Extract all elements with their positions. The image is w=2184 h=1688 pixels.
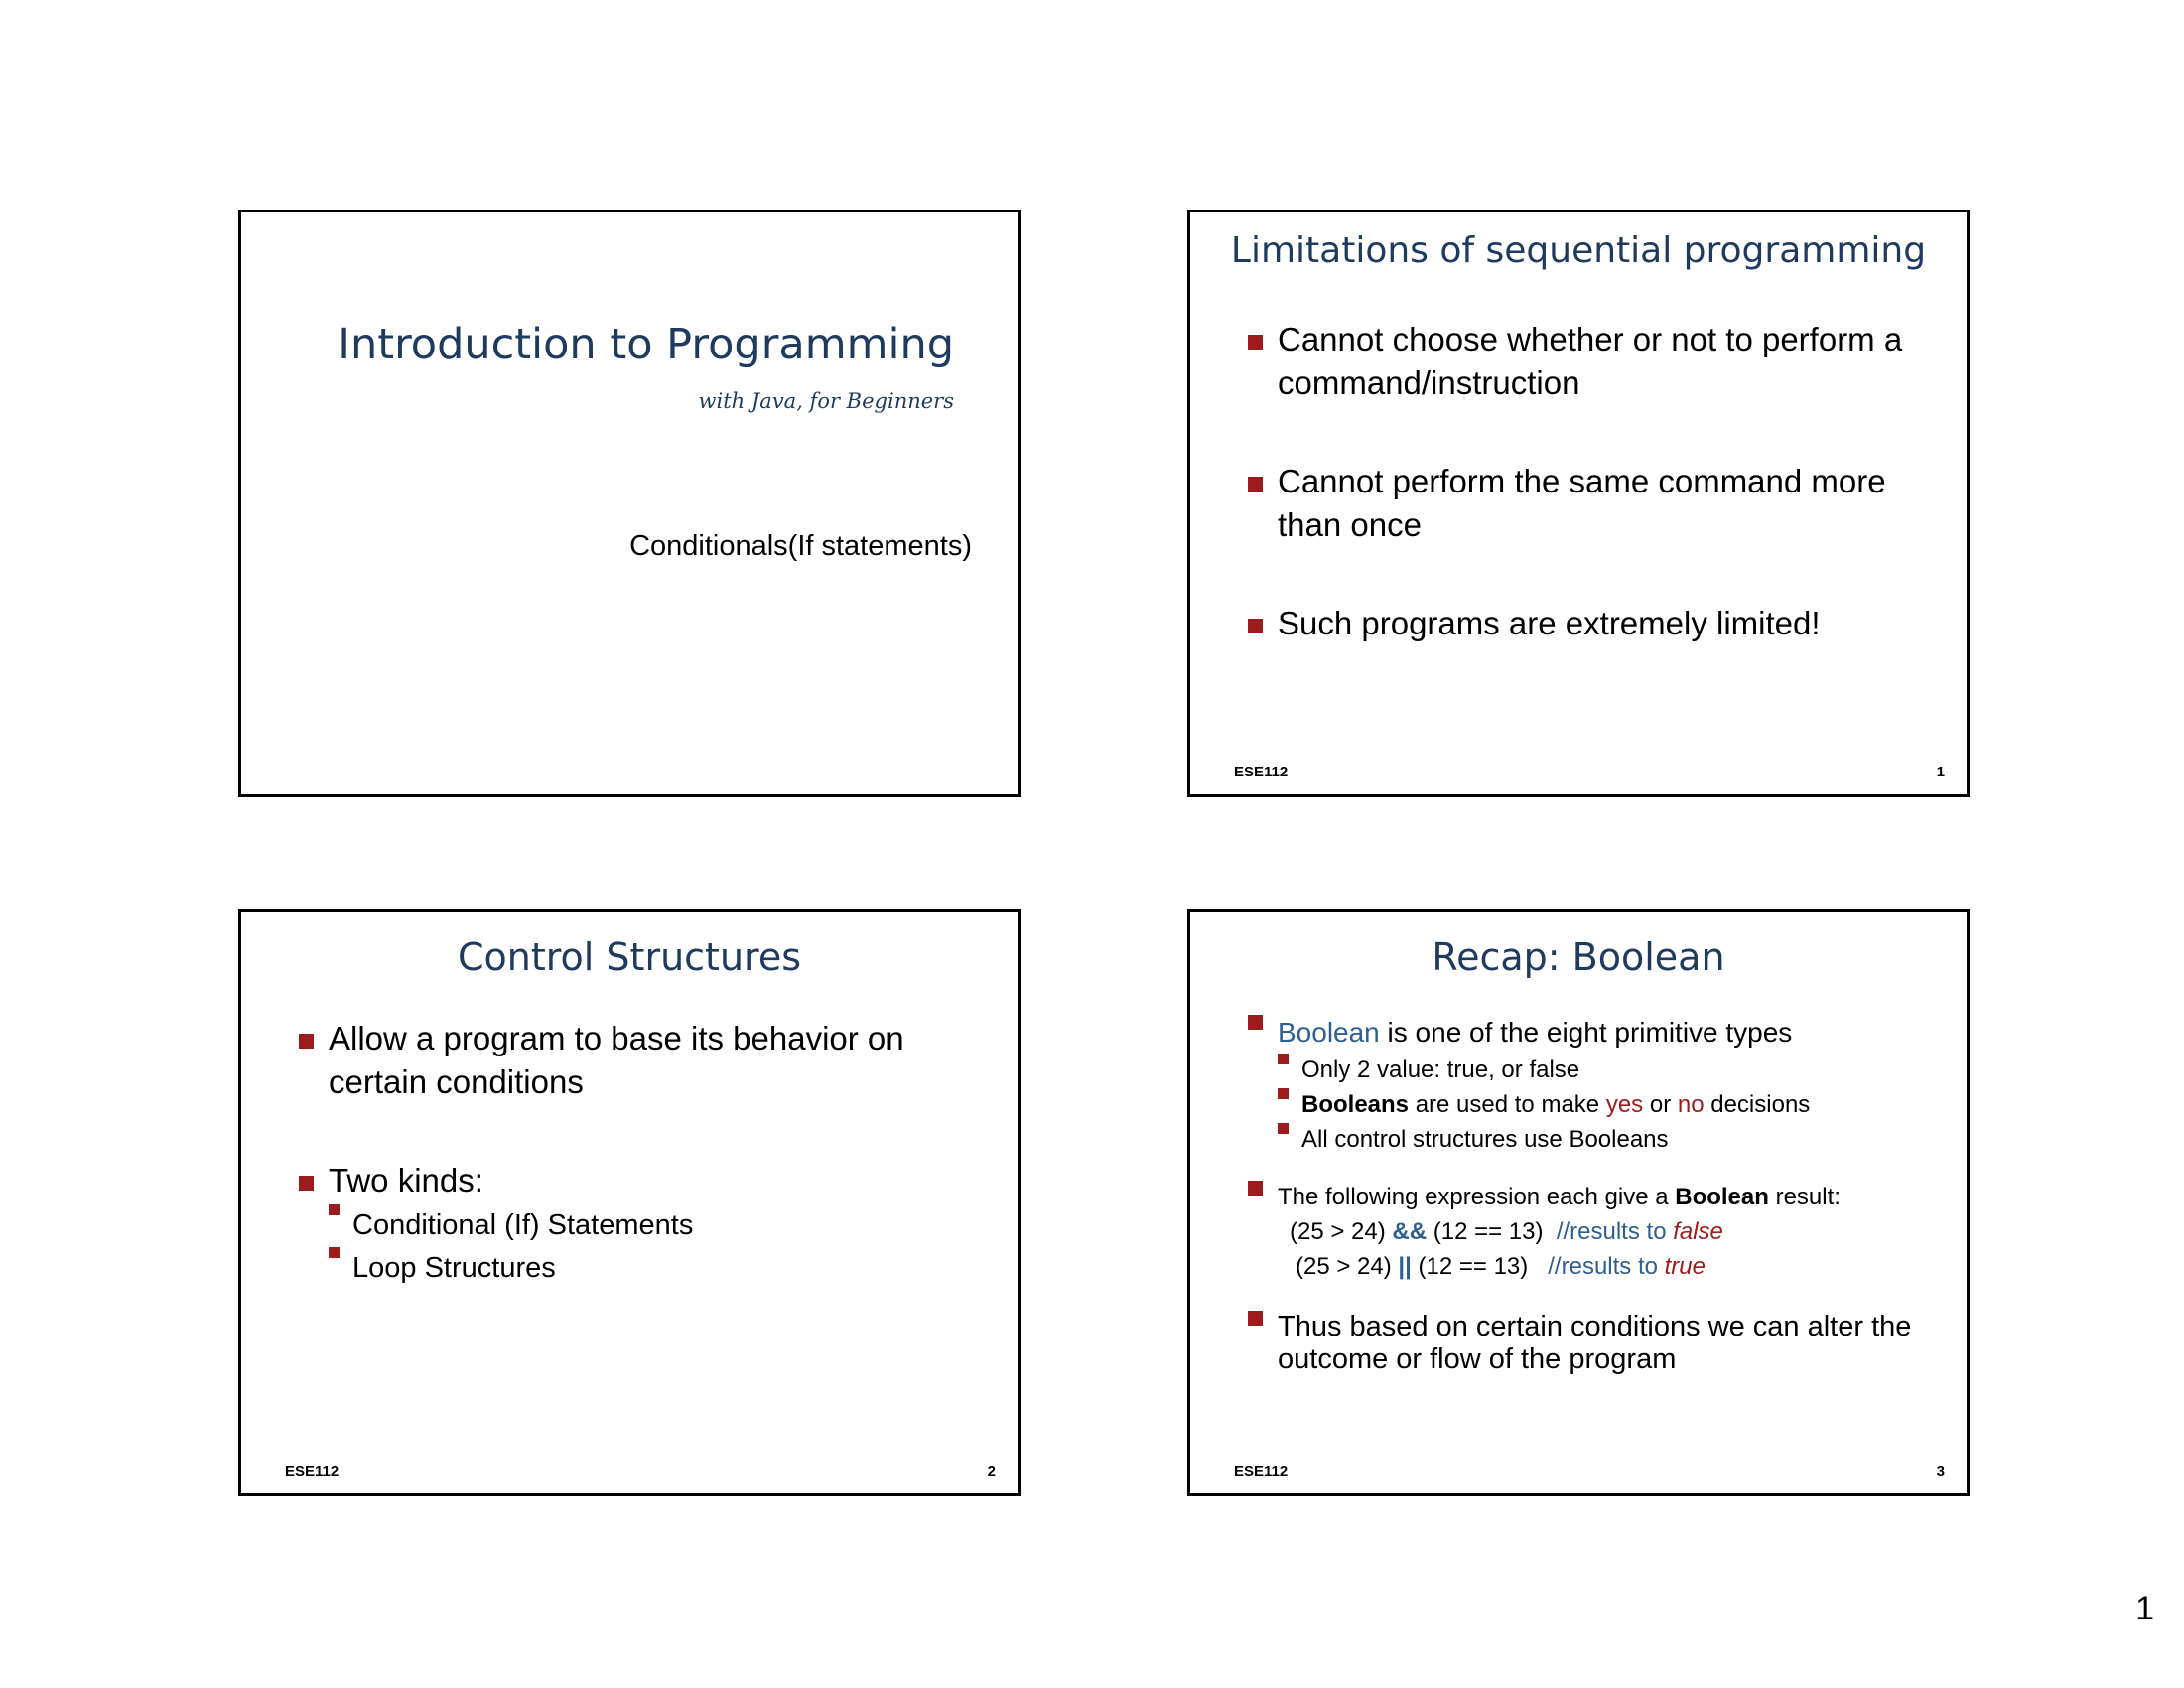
bullet-text: is one of the eight primitive types — [1379, 1017, 1793, 1048]
bullet-text: result: — [1768, 1184, 1841, 1211]
bullet-item: Cannot choose whether or not to perform a command/instruction — [1248, 318, 1927, 404]
slide-1 — [1187, 210, 1970, 797]
slide-subtitle: with Java, for Beginners — [698, 389, 954, 413]
slide-number: 1 — [1936, 764, 1945, 780]
boolean-keyword: Boolean — [1278, 1017, 1380, 1048]
slide-title: Control Structures — [457, 935, 801, 979]
sub-list — [1278, 1054, 1927, 1157]
slide-footer: ESE112 — [1234, 764, 1289, 780]
sub-list — [329, 1204, 978, 1291]
expression-line — [1278, 1215, 1927, 1250]
bullet-text: The following expression each give a — [1278, 1184, 1676, 1211]
bullet-list — [1248, 1015, 1927, 1376]
sub-item: Loop Structures — [329, 1247, 978, 1291]
slide-footer: ESE112 — [285, 1463, 340, 1479]
bullet-item: Such programs are extremely limited! — [1248, 602, 1927, 645]
slide-title: Limitations of sequential programming — [1230, 230, 1927, 271]
expr-text: (25 > 24) — [1296, 1252, 1399, 1280]
slide-footer: ESE112 — [1234, 1463, 1289, 1479]
expr-result: false — [1673, 1218, 1723, 1246]
expr-text: (12 == 13) — [1427, 1218, 1557, 1246]
bullet-list — [299, 1017, 978, 1291]
bullet-item — [1248, 1015, 1927, 1157]
sub-item: All control structures use Booleans — [1278, 1123, 1927, 1158]
sub-text: are used to make — [1409, 1090, 1606, 1118]
and-operator: && — [1392, 1218, 1428, 1246]
expr-text: (12 == 13) — [1411, 1252, 1549, 1280]
slide-topic: Conditionals(If statements) — [629, 530, 972, 562]
slide-title: Introduction to Programming — [338, 320, 954, 369]
sub-item: Conditional (If) Statements — [329, 1204, 978, 1248]
sub-text: or — [1643, 1090, 1678, 1118]
bullet-text: Two kinds: — [329, 1162, 483, 1199]
expr-comment: //results to — [1556, 1218, 1674, 1246]
sub-item: Only 2 value: true, or false — [1278, 1054, 1927, 1088]
slide-title: Recap: Boolean — [1432, 935, 1725, 979]
expr-comment: //results to — [1548, 1252, 1665, 1280]
sub-text: decisions — [1704, 1090, 1811, 1118]
bullet-item — [1248, 1181, 1927, 1284]
bullet-item — [299, 1159, 978, 1291]
bullet-list — [1248, 318, 1927, 645]
expression-line — [1278, 1250, 1927, 1285]
yes-word: yes — [1605, 1090, 1644, 1118]
bullet-item: Thus based on certain conditions we can alter the outcome or flow of the program — [1248, 1311, 1927, 1377]
slide-number: 3 — [1936, 1463, 1945, 1479]
slide-2 — [238, 909, 1021, 1496]
bullet-item: Allow a program to base its behavior on certain conditions — [299, 1017, 978, 1103]
bullet-item: Cannot perform the same command more than once — [1248, 460, 1927, 546]
boolean-keyword: Boolean — [1675, 1184, 1769, 1211]
slide-3 — [1187, 909, 1970, 1496]
booleans-keyword: Booleans — [1301, 1090, 1410, 1118]
expr-text: (25 > 24) — [1290, 1218, 1393, 1246]
sub-item — [1278, 1088, 1927, 1123]
slide-number: 2 — [987, 1463, 996, 1479]
title-slide — [238, 210, 1021, 797]
no-word: no — [1677, 1090, 1705, 1118]
page-number: 1 — [2135, 1590, 2154, 1627]
or-operator: || — [1398, 1252, 1412, 1280]
expr-result: true — [1664, 1252, 1706, 1280]
